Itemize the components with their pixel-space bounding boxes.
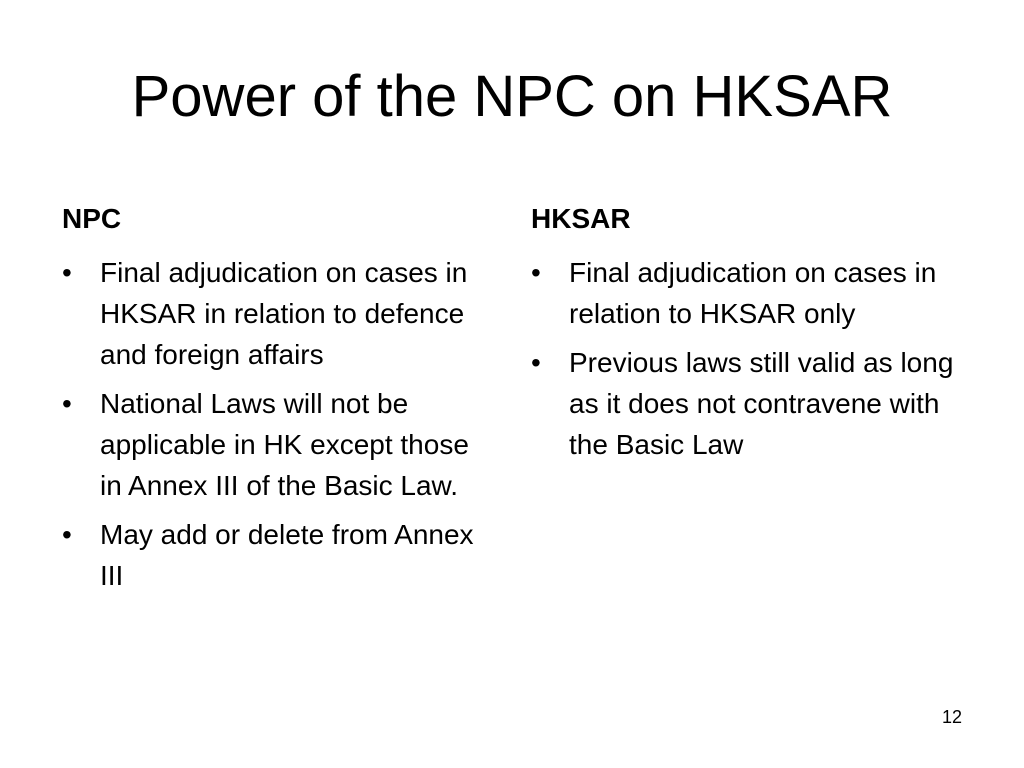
bullet-icon: • xyxy=(62,519,72,550)
slide-title: Power of the NPC on HKSAR xyxy=(131,64,893,129)
bullet-item xyxy=(531,342,971,465)
bullet-icon: • xyxy=(531,347,541,378)
bullet-item xyxy=(531,252,971,334)
bullet-text: Previous laws still valid as long as it does not contravene with the Basic Law xyxy=(569,347,954,460)
bullet-icon: • xyxy=(62,388,72,419)
bullet-item xyxy=(62,383,492,506)
bullet-text: May add or delete from Annex III xyxy=(100,519,474,591)
hksar-column xyxy=(531,200,971,473)
hksar-bullet-list xyxy=(531,252,971,465)
bullet-icon: • xyxy=(531,257,541,288)
bullet-item xyxy=(62,514,492,596)
bullet-text: Final adjudication on cases in HKSAR in relation to defence and foreign affairs xyxy=(100,257,468,370)
bullet-icon: • xyxy=(62,257,72,288)
bullet-text: National Laws will not be applicable in HK except those in Annex III of the Basic Law. xyxy=(100,388,469,501)
npc-column-heading: NPC xyxy=(62,203,122,234)
npc-column xyxy=(62,200,492,604)
page-number: 12 xyxy=(941,707,962,727)
bullet-text: Final adjudication on cases in relation to HKSAR only xyxy=(569,257,937,329)
npc-bullet-list xyxy=(62,252,492,596)
hksar-column-heading: HKSAR xyxy=(531,203,631,234)
bullet-item xyxy=(62,252,492,375)
